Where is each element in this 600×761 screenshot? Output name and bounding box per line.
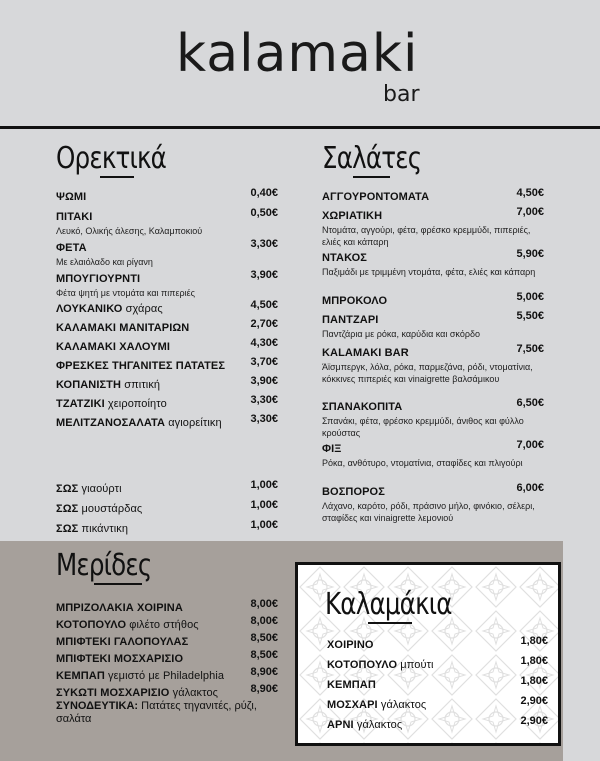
menu-item: [56, 207, 278, 238]
item-name: ΧΟΙΡΙΝΟ: [327, 639, 374, 651]
kalamakia-title: Καλαμάκια: [325, 587, 452, 622]
item-price: 8,50€: [250, 649, 278, 661]
item-desc: Παντζάρια με ρόκα, καρύδια και σκόρδο: [322, 329, 480, 339]
item-desc: Ντομάτα, αγγούρι, φέτα, φρέσκο κρεμμύδι, πιπεριές, ελιές και κάπαρη: [322, 225, 531, 247]
item-name: ΨΩΜΙ: [56, 191, 87, 203]
item-price: 3,30€: [250, 394, 278, 406]
item-name: ΠΙΤΑΚΙ: [56, 211, 93, 223]
menu-item: [56, 238, 278, 269]
item-name: ΣΥΚΩΤΙ ΜΟΣΧΑΡΙΣΙΟ: [56, 687, 170, 699]
item-note: πικάντικη: [78, 523, 129, 535]
item-price: 7,00€: [516, 439, 544, 451]
item-desc: Άϊσμπεργκ, λόλα, ρόκα, παρμεζάνα, ρόδι, ντοματίνια, κόκκινες πιπεριές και vinaigrette βαλσάμικου: [322, 362, 533, 384]
item-note: σπιτική: [121, 379, 161, 391]
menu-item: [56, 632, 278, 649]
item-price: 2,70€: [250, 318, 278, 330]
menu-item: [322, 206, 544, 248]
item-desc: Με ελαιόλαδο και ρίγανη: [56, 257, 153, 267]
kalamakia-underline: [368, 622, 412, 624]
menu-item: [322, 343, 544, 397]
brand-sub: bar: [383, 82, 420, 107]
item-name: ΜΠΡΟΚΟΛΟ: [322, 295, 388, 307]
item-desc: Ρόκα, ανθότυρο, ντοματίνια, σταφίδες και πλιγούρι: [322, 458, 523, 468]
item-name: ΚΕΜΠΑΠ: [327, 679, 376, 691]
item-name: ΦΕΤΑ: [56, 242, 87, 254]
menu-item: [56, 375, 278, 394]
item-name: ΧΩΡΙΑΤΙΚΗ: [322, 210, 383, 222]
item-name: ΑΓΓΟΥΡΟΝΤΟΜΑΤΑ: [322, 191, 430, 203]
item-price: 1,80€: [520, 675, 548, 687]
item-name: ΣΩΣ: [56, 523, 79, 535]
item-price: 4,50€: [250, 299, 278, 311]
item-price: 3,70€: [250, 356, 278, 368]
item-price: 7,00€: [516, 206, 544, 218]
item-price: 7,50€: [516, 343, 544, 355]
item-note: γάλακτος: [377, 699, 427, 711]
item-price: 1,80€: [520, 635, 548, 647]
kalamakia-box: [295, 562, 561, 746]
menu-item: [322, 482, 544, 527]
item-name: ΚΟΠΑΝΙΣΤΗ: [56, 379, 122, 391]
item-name: ΑΡΝΙ: [327, 719, 354, 731]
item-name: ΜΠΟΥΓΙΟΥΡΝΤΙ: [56, 273, 141, 285]
menu-item: [56, 683, 278, 700]
item-price: 8,90€: [250, 683, 278, 695]
item-price: 2,90€: [520, 695, 548, 707]
item-name: ΤΖΑΤΖΙΚΙ: [56, 398, 105, 410]
menu-item: [56, 299, 278, 318]
item-price: 5,00€: [516, 291, 544, 303]
item-note: μπούτι: [397, 659, 434, 671]
sauces-list: [56, 479, 278, 539]
item-desc: Λάχανο, καρότο, ρόδι, πράσινο μήλο, φινόκιο, σέλερι, σταφίδες και vinaigrette λεμονιού: [322, 501, 535, 523]
menu-item: [327, 695, 548, 715]
header: [0, 0, 600, 128]
item-note: αγιορείτικη: [165, 417, 222, 429]
menu-item: [327, 635, 548, 655]
menu-item: [56, 666, 278, 683]
item-note: γάλακτος: [169, 687, 219, 699]
menu-item: [56, 318, 278, 337]
menu-item: [327, 715, 548, 735]
menu-item: [56, 394, 278, 413]
side-dishes-note: [56, 700, 266, 726]
item-note: φιλέτο στήθος: [126, 619, 199, 631]
item-note: γάλακτος: [353, 719, 403, 731]
item-price: 5,50€: [516, 310, 544, 322]
item-name: ΣΩΣ: [56, 483, 79, 495]
item-note: σχάρας: [122, 303, 163, 315]
kalamakia-list: [327, 635, 548, 735]
menu-item: [56, 413, 278, 432]
menu-item: [322, 187, 544, 206]
item-name: ΚΑΛΑΜΑΚΙ ΜΑΝΙΤΑΡΙΩΝ: [56, 322, 190, 334]
item-desc: Παξιμάδι με τριμμένη ντομάτα, φέτα, ελιές και κάπαρη: [322, 267, 536, 277]
menu-item: [322, 248, 544, 291]
menu-item: [322, 397, 544, 439]
item-desc: Φέτα ψητή με ντομάτα και πιπεριές: [56, 288, 195, 298]
item-price: 6,50€: [516, 397, 544, 409]
item-note: μουστάρδας: [78, 503, 143, 515]
side-dishes-text: Πατάτες τηγανιτές, ρύζι, σαλάτα: [56, 700, 257, 725]
item-name: ΣΠΑΝΑΚΟΠΙΤΑ: [322, 401, 403, 413]
item-price: 5,90€: [516, 248, 544, 260]
orektika-section: [56, 141, 278, 176]
item-name: ΝΤΑΚΟΣ: [322, 252, 367, 264]
menu-item: [322, 310, 544, 343]
merides-section: [56, 548, 278, 583]
merides-underline: [94, 583, 142, 585]
item-price: 3,30€: [250, 413, 278, 425]
menu-item: [56, 598, 278, 615]
item-name: ΚΕΜΠΑΠ: [56, 670, 105, 682]
item-name: ΜΕΛΙΤΖΑΝΟΣΑΛΑΤΑ: [56, 417, 166, 429]
menu-item: [56, 519, 278, 539]
item-name: ΜΟΣΧΑΡΙ: [327, 699, 378, 711]
menu-item: [327, 655, 548, 675]
menu-item: [56, 269, 278, 299]
menu-item: [56, 649, 278, 666]
orektika-title: Ορεκτικά: [56, 141, 167, 176]
menu-item: [56, 615, 278, 632]
kalamakia-section: [325, 587, 547, 622]
merides-title: Μερίδες: [56, 548, 152, 583]
menu-item: [56, 479, 278, 499]
item-price: 3,90€: [250, 375, 278, 387]
menu-item: [56, 337, 278, 356]
item-price: 1,00€: [250, 519, 278, 531]
item-name: ΜΠΙΦΤΕΚΙ ΓΑΛΟΠΟΥΛΑΣ: [56, 636, 189, 648]
salates-underline: [353, 176, 390, 178]
menu-item: [327, 675, 548, 695]
item-price: 0,50€: [250, 207, 278, 219]
salates-list: [322, 187, 544, 527]
item-price: 1,80€: [520, 655, 548, 667]
item-name: ΣΩΣ: [56, 503, 79, 515]
item-price: 8,50€: [250, 632, 278, 644]
brand-name: kalamaki: [176, 24, 419, 84]
item-name: ΒΟΣΠΟΡΟΣ: [322, 486, 385, 498]
item-price: 0,40€: [250, 187, 278, 199]
menu-item: [56, 499, 278, 519]
item-name: ΚΟΤΟΠΟΥΛΟ: [56, 619, 127, 631]
side-dishes-label: ΣΥΝΟΔΕΥΤΙΚΑ:: [56, 700, 139, 712]
item-price: 6,00€: [516, 482, 544, 494]
item-name: ΜΠΙΦΤΕΚΙ ΜΟΣΧΑΡΙΣΙΟ: [56, 653, 184, 665]
item-price: 8,00€: [250, 615, 278, 627]
merides-list: [56, 598, 278, 726]
item-note: γιαούρτι: [78, 483, 122, 495]
item-desc: Σπανάκι, φέτα, φρέσκο κρεμμύδι, άνιθος και φύλλο κρούστας: [322, 416, 524, 438]
item-name: KALAMAKI BAR: [322, 347, 409, 359]
menu-item: [322, 291, 544, 310]
item-price: 8,90€: [250, 666, 278, 678]
item-price: 4,50€: [516, 187, 544, 199]
item-price: 1,00€: [250, 479, 278, 491]
salates-title: Σαλάτες: [322, 141, 422, 176]
item-name: ΠΑΝΤΖΑΡΙ: [322, 314, 379, 326]
item-name: ΦΙΞ: [322, 443, 342, 455]
item-note: γεμιστό με Philadelphia: [104, 670, 225, 682]
orektika-list: [56, 187, 278, 432]
item-note: χειροποίητο: [104, 398, 167, 410]
orektika-underline: [100, 176, 134, 178]
item-price: 4,30€: [250, 337, 278, 349]
item-name: ΦΡΕΣΚΕΣ ΤΗΓΑΝΙΤΕΣ ΠΑΤΑΤΕΣ: [56, 360, 226, 372]
item-desc: Λευκό, Ολικής άλεσης, Καλαμποκιού: [56, 226, 203, 236]
item-price: 3,30€: [250, 238, 278, 250]
item-price: 2,90€: [520, 715, 548, 727]
menu-item: [56, 187, 278, 207]
item-name: ΚΟΤΟΠΟΥΛΟ: [327, 659, 398, 671]
menu-item: [56, 356, 278, 375]
item-name: ΛΟΥΚΑΝΙΚΟ: [56, 303, 123, 315]
item-price: 3,90€: [250, 269, 278, 281]
item-name: ΚΑΛΑΜΑΚΙ ΧΑΛΟΥΜΙ: [56, 341, 171, 353]
item-name: ΜΠΡΙΖΟΛΑΚΙΑ ΧΟΙΡΙΝΑ: [56, 602, 183, 614]
menu-item: [322, 439, 544, 482]
item-price: 8,00€: [250, 598, 278, 610]
item-price: 1,00€: [250, 499, 278, 511]
salates-section: [322, 141, 544, 176]
